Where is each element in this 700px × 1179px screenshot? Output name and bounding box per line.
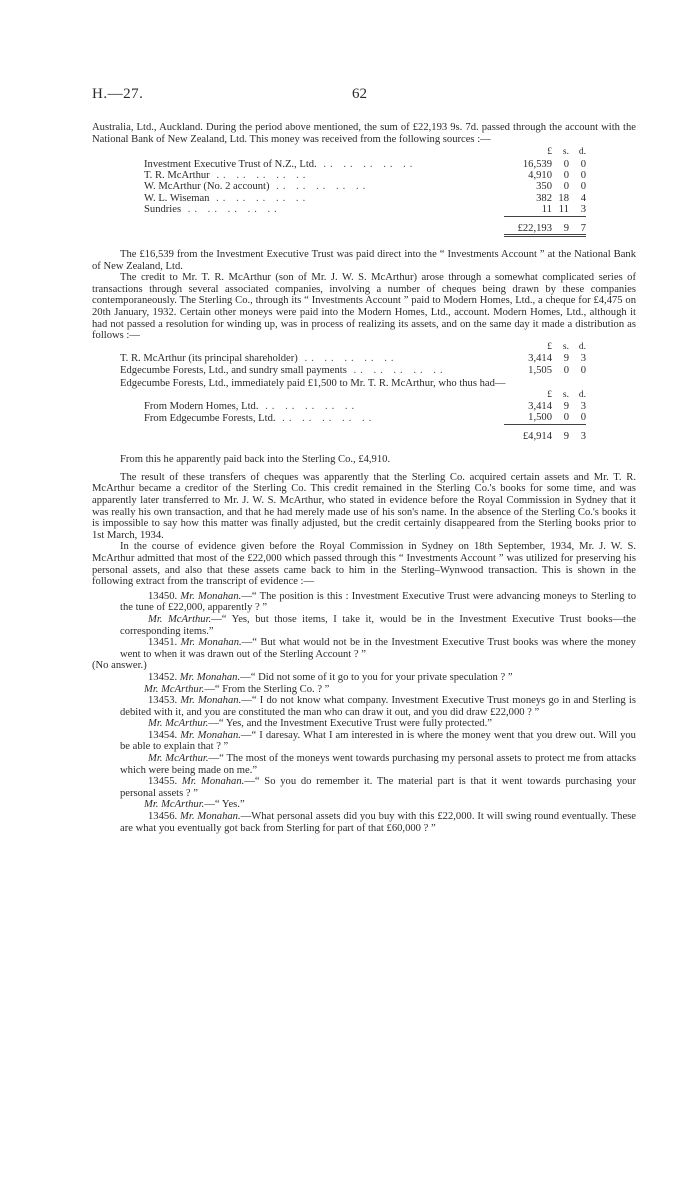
speaker-name: Mr. McArthur. [148, 613, 212, 625]
paragraph-edgecumbe: Edgecumbe Forests, Ltd., immediately paid £1,500 to Mr. T. R. McArthur, who thus had— [120, 378, 506, 389]
source-pounds: 350 [536, 181, 552, 193]
paragraph-evidence: In the course of evidence given before the Royal Commission in Sydney on 18th September, 1934, Mr. J. W. S. McArthur admitted that most of the £22,000 which passed through this “ Investments Account ” was utilized for preserving his personal assets, and also that these assets came back to him in the Sterling–Wynwood transaction. This is shown in the following extract from the transcript of evidence :— [92, 541, 636, 588]
distribution-shillings: 9 [563, 353, 569, 365]
speaker-name: Mr. McArthur. [148, 753, 209, 765]
source-pounds: 382 [536, 192, 552, 204]
transcript-text: —“ Yes, and the Investment Executive Trust were fully protected.” [208, 718, 492, 730]
had-total-shillings: 9 [563, 430, 569, 442]
transcript-text: (No answer.) [92, 660, 147, 672]
leader-dots: .. .. .. .. .. [346, 364, 447, 376]
speaker-name: Mr. McArthur. [148, 718, 209, 730]
question-number: 13453. [148, 695, 178, 707]
speaker-name: Mr. McArthur. [144, 799, 205, 811]
source-pounds: 16,539 [522, 158, 552, 170]
source-shillings: 11 [558, 204, 569, 216]
source-row [144, 193, 586, 204]
shillings-head: s. [562, 147, 569, 158]
had-shillings: 0 [563, 412, 569, 424]
leader-dots: .. .. .. .. .. [209, 192, 310, 204]
transcript-entry [92, 718, 636, 730]
distribution-label [120, 353, 504, 364]
distribution-pence: 0 [580, 364, 586, 376]
source-shillings: 18 [558, 192, 569, 204]
source-shillings: 0 [563, 158, 569, 170]
source-label [144, 193, 504, 204]
source-row [144, 181, 586, 192]
speaker-name: Mr. Monahan. [180, 811, 241, 823]
transcript-entry [92, 614, 636, 637]
shillings-head: s. [562, 341, 569, 352]
source-label-text: Investment Executive Trust of N.Z., Ltd. [144, 158, 317, 170]
source-row [144, 204, 586, 216]
leader-dots: .. .. .. .. .. [258, 401, 359, 412]
speaker-name: Mr. McArthur. [144, 683, 205, 695]
transcript-text: —“ Yes.” [204, 799, 245, 811]
speaker-name: Mr. Monahan. [180, 695, 242, 707]
distribution-row [120, 365, 586, 376]
source-row [144, 170, 586, 181]
source-pence: 0 [580, 158, 586, 170]
leader-dots: .. .. .. .. .. [316, 158, 417, 170]
transcript-entry [92, 811, 636, 834]
leader-dots: .. .. .. .. .. [209, 170, 310, 181]
sources-total-row [144, 223, 586, 236]
currency-header-row [144, 147, 586, 158]
page-number: 62 [352, 86, 367, 102]
source-label [144, 159, 504, 170]
document-body [92, 122, 636, 834]
had-pence: 3 [580, 401, 586, 412]
question-number: 13452. [148, 671, 178, 683]
transcript-entry [92, 776, 636, 799]
question-number: 13450. [148, 590, 178, 602]
transcript-text: —What personal assets did you buy with this £22,000. It will swing round eventually. These are what you eventually got back from Sterling for part of that £60,000 ? ” [120, 811, 637, 834]
total-shillings: 9 [552, 223, 569, 236]
transcript-extract [92, 591, 636, 834]
transcript-text: —“ The most of the moneys went towards purchasing my personal assets to protect me from attacks which were being made on me.” [120, 753, 636, 776]
transcript-entry [92, 637, 636, 660]
had-label [144, 401, 504, 412]
transcript-entry [92, 591, 636, 614]
distribution-label-text: T. R. McArthur (its principal shareholder) [120, 353, 298, 365]
total-pounds: £22,193 [504, 223, 552, 236]
transcript-entry [92, 660, 636, 672]
source-label [144, 204, 504, 216]
paragraph-intro: Australia, Ltd., Auckland. During the period above mentioned, the sum of £22,193 9s. 7d. passed through the account with the National Bank of New Zealand, Ltd. This money was received from the following sources :— [92, 122, 636, 145]
had-label [144, 412, 504, 424]
had-shillings: 9 [563, 401, 569, 412]
paragraph-credit: The credit to Mr. T. R. McArthur (son of Mr. J. W. S. McArthur) arose through a somewhat complicated series of transactions through several associated companies, involving a number of cheques being drawn by these companies contemporaneously. The Sterling Co., through its “ Investments Account ” paid to Modern Homes, Ltd., a cheque for £4,475 on 20th January, 1932. Certain other moneys were paid into the Modern Homes, Ltd., account. Modern Homes, Ltd., although it had not passed a resolution for winding up, was in process of realizing its assets, and on the same day it made a distribution as follows :— [92, 272, 636, 342]
pence-head: d. [578, 389, 586, 400]
source-pence: 3 [580, 204, 586, 216]
paragraph-investment: The £16,539 from the Investment Executive Trust was paid direct into the “ Investments Account ” at the National Bank of New Zealand, Ltd. [92, 249, 636, 272]
source-label [144, 181, 504, 192]
speaker-name: Mr. Monahan. [180, 590, 242, 602]
had-table [144, 390, 586, 443]
leader-dots: .. .. .. .. .. [181, 204, 281, 216]
had-row [144, 412, 586, 424]
source-label-text: Sundries [144, 204, 182, 216]
document-reference: H.—27. [92, 86, 144, 102]
source-pounds: 11 [541, 204, 552, 216]
transcript-entry [92, 753, 636, 776]
pounds-head: £ [547, 389, 552, 400]
transcript-entry [92, 730, 636, 753]
distribution-shillings: 0 [563, 364, 569, 376]
currency-header-row [144, 390, 586, 401]
transcript-entry [92, 684, 636, 696]
transcript-entry [92, 695, 636, 718]
pence-head: d. [578, 341, 586, 352]
transcript-text: —“ I daresay. What I am interested in is where the money went that you drew out. Will you be able to explain that ? ” [120, 729, 636, 753]
source-label-text: T. R. McArthur [144, 170, 210, 181]
transcript-text: —“ But what would not be in the Investment Executive Trust books was where the money went to when it was drawn out of the Sterling Account ? ” [120, 637, 636, 660]
distribution-label [120, 365, 504, 376]
transcript-entry [92, 672, 636, 684]
transcript-text: —“ So you do remember it. The material part is that it went towards purchasing your personal assets ? ” [120, 776, 636, 799]
speaker-name: Mr. Monahan. [179, 671, 241, 683]
distribution-label-text: Edgecumbe Forests, Ltd., and sundry small payments [120, 364, 347, 376]
leader-dots: .. .. .. .. .. [297, 353, 398, 365]
paragraph-paid-back: From this he apparently paid back into the Sterling Co., £4,910. [120, 454, 391, 466]
had-row [144, 401, 586, 412]
sources-table [144, 147, 586, 237]
total-pence: 7 [569, 223, 586, 236]
distribution-table [120, 342, 586, 376]
source-pence: 0 [580, 170, 586, 181]
speaker-name: Mr. Monahan. [180, 729, 241, 741]
source-label [144, 170, 504, 181]
transcript-text: —“ Did not some of it go to you for your private speculation ? ” [240, 671, 513, 683]
had-total-row [144, 431, 586, 442]
leader-dots: .. .. .. .. .. [275, 412, 376, 424]
distribution-pounds: 1,505 [528, 364, 552, 376]
speaker-name: Mr. Monahan. [180, 637, 242, 649]
transcript-text: —“ From the Sterling Co. ? ” [204, 683, 330, 695]
source-label-text: W. McArthur (No. 2 account) [144, 181, 270, 193]
had-total-pence: 3 [580, 430, 586, 442]
shillings-head: s. [562, 389, 569, 400]
question-number: 13456. [148, 811, 178, 823]
question-number: 13454. [148, 729, 178, 741]
source-shillings: 0 [563, 170, 569, 181]
had-label-text: From Edgecumbe Forests, Ltd. [144, 412, 276, 424]
transcript-entry [92, 799, 636, 811]
transcript-text: —“ The position is this : Investment Executive Trust were advancing moneys to Sterling to the tune of £22,000, apparently ? ” [120, 590, 636, 614]
had-label-text: From Modern Homes, Ltd. [144, 401, 259, 412]
paragraph-result: The result of these transfers of cheques was apparently that the Sterling Co. acquired certain assets and Mr. T. R. McArthur became a creditor of the Sterling Co. This credit remained in the Sterling Co.'s books for some time, and was apparently later transferred to Mr. J. W. S. McArthur, who stated in evidence before the Royal Commission in Sydney that it was really his own transaction, and that he had merely made use of his son's name. In the absence of the Sterling Co.'s books it is impossible to say how this matter was finally adjusted, but the credit certainly disappeared from the Sterling books prior to 1st March, 1934. [92, 471, 636, 541]
pounds-head: £ [547, 147, 552, 158]
source-row [144, 159, 586, 170]
pounds-head: £ [547, 341, 552, 352]
source-label-text: W. L. Wiseman [144, 192, 210, 204]
question-number: 13451. [148, 637, 178, 649]
source-pounds: 4,910 [528, 170, 552, 181]
question-number: 13455. [148, 776, 178, 788]
transcript-text: —“ Yes, but those items, I take it, would be in the Investment Executive Trust books—the corresponding items.” [120, 613, 636, 637]
speaker-name: Mr. Monahan. [181, 776, 245, 788]
distribution-row [120, 353, 586, 364]
transcript-text: —“ I do not know what company. Investment Executive Trust moneys go in and Sterling is debited with it, and you are constituted the man who can draw it out, and you did draw £22,000 ? ” [120, 695, 636, 718]
source-shillings: 0 [563, 181, 569, 193]
leader-dots: .. .. .. .. .. [269, 181, 370, 193]
distribution-pounds: 3,414 [528, 353, 552, 365]
had-total-pounds: £4,914 [522, 430, 552, 442]
pence-head: d. [578, 147, 586, 158]
had-pence: 0 [580, 412, 586, 424]
had-pounds: 3,414 [528, 401, 552, 412]
source-pence: 0 [580, 181, 586, 193]
currency-header-row [120, 342, 586, 353]
distribution-pence: 3 [580, 353, 586, 365]
source-pence: 4 [580, 192, 586, 204]
had-pounds: 1,500 [528, 412, 552, 424]
